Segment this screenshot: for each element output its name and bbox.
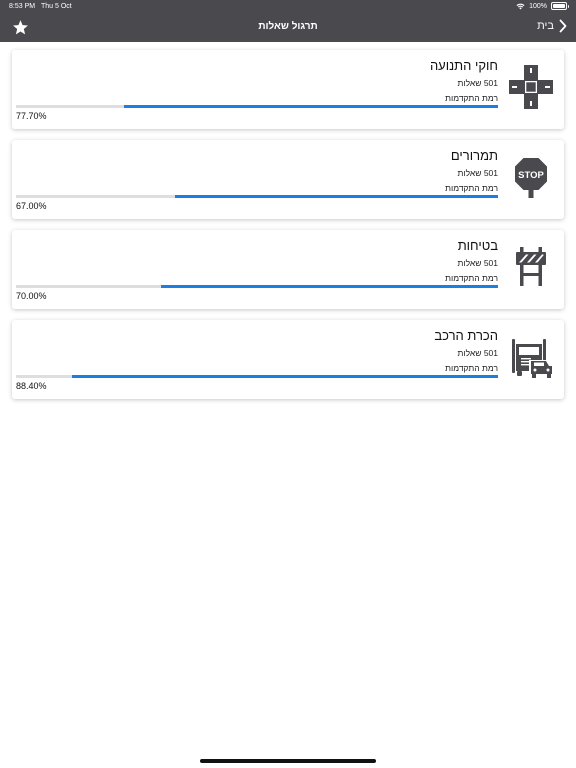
progress-bar <box>175 195 498 198</box>
back-label: בית <box>537 20 554 32</box>
stop-sign-text: STOP <box>518 170 544 181</box>
progress-track <box>16 285 498 288</box>
question-count: 501 שאלות <box>457 168 498 178</box>
question-count: 501 שאלות <box>457 348 498 358</box>
progress-track <box>16 375 498 378</box>
status-right <box>516 2 567 10</box>
truck-car-icon <box>509 335 553 379</box>
progress-track <box>16 105 498 108</box>
battery-percent: 100% <box>529 2 547 10</box>
battery-icon <box>551 2 567 10</box>
progress-label: רמת התקדמות <box>445 93 498 103</box>
page-title: תרגול שאלות <box>258 21 318 32</box>
progress-label: רמת התקדמות <box>445 273 498 283</box>
progress-bar <box>72 375 498 378</box>
progress-track <box>16 195 498 198</box>
progress-percent: 77.70% <box>16 111 47 121</box>
wifi-icon <box>516 3 525 10</box>
topic-name: תמרורים <box>450 148 498 163</box>
topic-name: חוקי התנועה <box>429 58 498 73</box>
navigation-bar <box>0 14 576 42</box>
topic-card-vehicle[interactable] <box>12 320 564 399</box>
home-indicator <box>200 759 376 763</box>
back-button[interactable] <box>537 19 567 33</box>
question-count: 501 שאלות <box>457 258 498 268</box>
status-date: Thu 5 Oct <box>41 3 72 10</box>
progress-percent: 70.00% <box>16 291 47 301</box>
topic-name: הכרת הרכב <box>434 328 498 343</box>
status-time: 8:53 PM <box>9 3 36 10</box>
stop-sign-icon <box>509 155 553 199</box>
progress-label: רמת התקדמות <box>445 363 498 373</box>
question-count: 501 שאלות <box>457 78 498 88</box>
topic-card-road-signs[interactable] <box>12 140 564 219</box>
topic-name: בטיחות <box>457 238 498 253</box>
topic-card-safety[interactable] <box>12 230 564 309</box>
topic-card-traffic-laws[interactable] <box>12 50 564 129</box>
chevron-right-icon <box>559 19 567 33</box>
progress-bar <box>161 285 498 288</box>
road-barrier-icon <box>509 245 553 289</box>
progress-bar <box>124 105 499 108</box>
progress-label: רמת התקדמות <box>445 183 498 193</box>
intersection-icon <box>509 65 553 109</box>
progress-percent: 67.00% <box>16 201 47 211</box>
progress-percent: 88.40% <box>16 381 47 391</box>
status-bar <box>0 0 576 14</box>
